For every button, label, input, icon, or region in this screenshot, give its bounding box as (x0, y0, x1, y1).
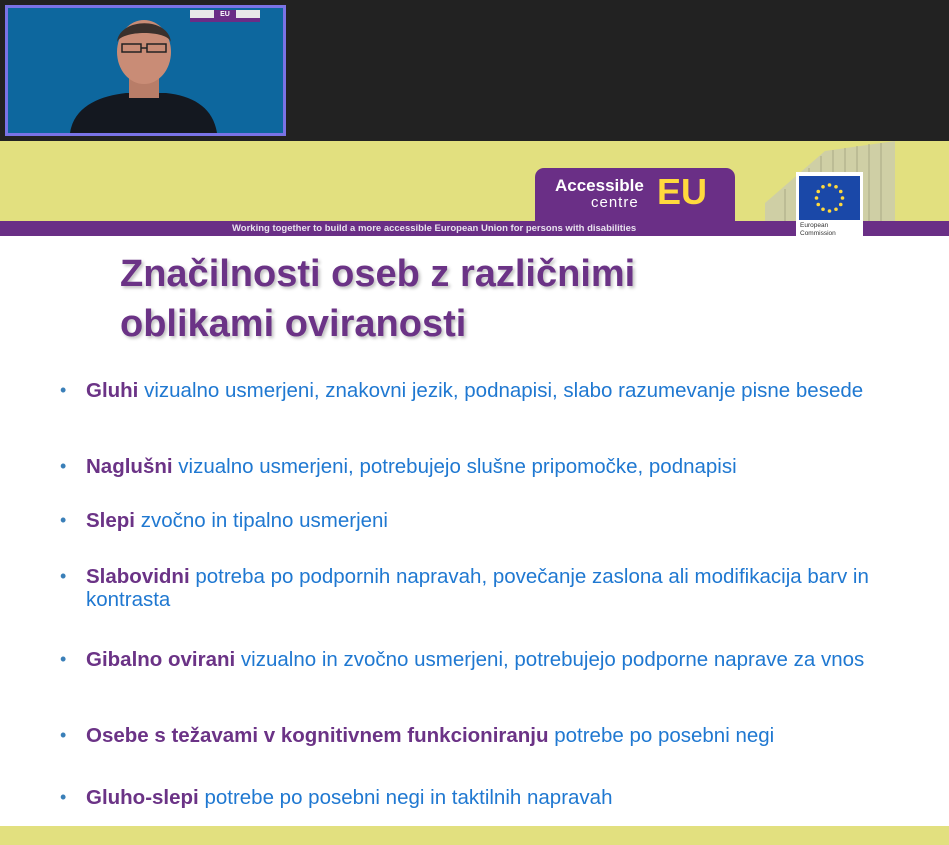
list-item (60, 509, 931, 532)
eu-flag-star (821, 185, 825, 189)
bullet-text: vizualno usmerjeni, potrebujejo slušne pripomočke, podnapisi (178, 455, 737, 478)
eu-flag-icon (799, 176, 860, 220)
bullet-text: vizualno in zvočno usmerjeni, potrebujejo podporne naprave za vnos (240, 648, 865, 671)
slide-footer-band (0, 826, 949, 845)
european-commission-logo (796, 172, 863, 246)
bullet-icon: • (60, 510, 67, 530)
list-item (60, 786, 931, 809)
bullet-term: Gluhi (86, 379, 139, 402)
bullet-term: Naglušni (86, 455, 173, 478)
mini-purple-bar (190, 18, 260, 22)
commission-label (800, 222, 836, 238)
bullet-icon: • (60, 456, 67, 476)
eu-flag-star (816, 203, 820, 207)
bullet-term: Osebe s težavami v kognitivnem funkcioniranju (86, 724, 549, 747)
eu-flag-star (841, 196, 845, 200)
bullet-term: Slepi (86, 509, 135, 532)
commission-label-line-2: Commission (800, 230, 836, 237)
slide-title-line-1: Značilnosti oseb z različnimi (120, 253, 636, 295)
bullet-icon: • (60, 380, 67, 400)
bullet-text: potreba po podpornih napravah, povečanje zaslona ali modifikacija barv in kontrasta (86, 565, 869, 611)
participant-video (8, 8, 283, 133)
logo-centre-text: centre (591, 194, 639, 211)
eu-flag-star (834, 185, 838, 189)
background-slide-thumbnail (190, 10, 260, 22)
bullet-icon: • (60, 649, 67, 669)
bullet-icon: • (60, 787, 67, 807)
slide-tagline: Working together to build a more accessible European Union for persons with disabilities (232, 223, 637, 234)
bullet-icon: • (60, 566, 67, 586)
mini-eu-label: EU (214, 10, 236, 19)
accessible-eu-centre-logo (535, 168, 735, 222)
list-item (60, 648, 931, 671)
list-item (60, 565, 931, 611)
logo-accessible-text: Accessible (555, 176, 644, 195)
logo-eu-text: EU (657, 171, 708, 212)
bullet-term: Gluho-slepi (86, 786, 199, 809)
list-item (60, 455, 931, 478)
shared-slide (0, 141, 949, 845)
eu-flag-star (828, 209, 832, 213)
bullet-term: Slabovidni (86, 565, 190, 588)
list-item (60, 379, 931, 402)
slide-title-line-2: oblikami oviranosti (120, 303, 467, 345)
eu-flag-star (839, 203, 843, 207)
eu-flag-star (821, 207, 825, 211)
commission-label-line-1: European (800, 222, 829, 229)
bullet-term: Gibalno ovirani (86, 648, 236, 671)
eu-flag-star (839, 190, 843, 194)
eu-flag-star (816, 190, 820, 194)
list-item (60, 724, 931, 747)
eu-flag-star (815, 196, 819, 200)
bullet-text: vizualno usmerjeni, znakovni jezik, podnapisi, slabo razumevanje pisne besede (144, 379, 864, 402)
participant-video-tile[interactable] (5, 5, 286, 136)
bullet-icon: • (60, 725, 67, 745)
eu-flag-star (828, 183, 832, 187)
bullet-text: potrebe po posebni negi in taktilnih napravah (204, 786, 613, 809)
slide-title (120, 249, 635, 349)
eu-flag-star (834, 207, 838, 211)
bullet-text: zvočno in tipalno usmerjeni (140, 509, 388, 532)
bullet-text: potrebe po posebni negi (554, 724, 775, 747)
